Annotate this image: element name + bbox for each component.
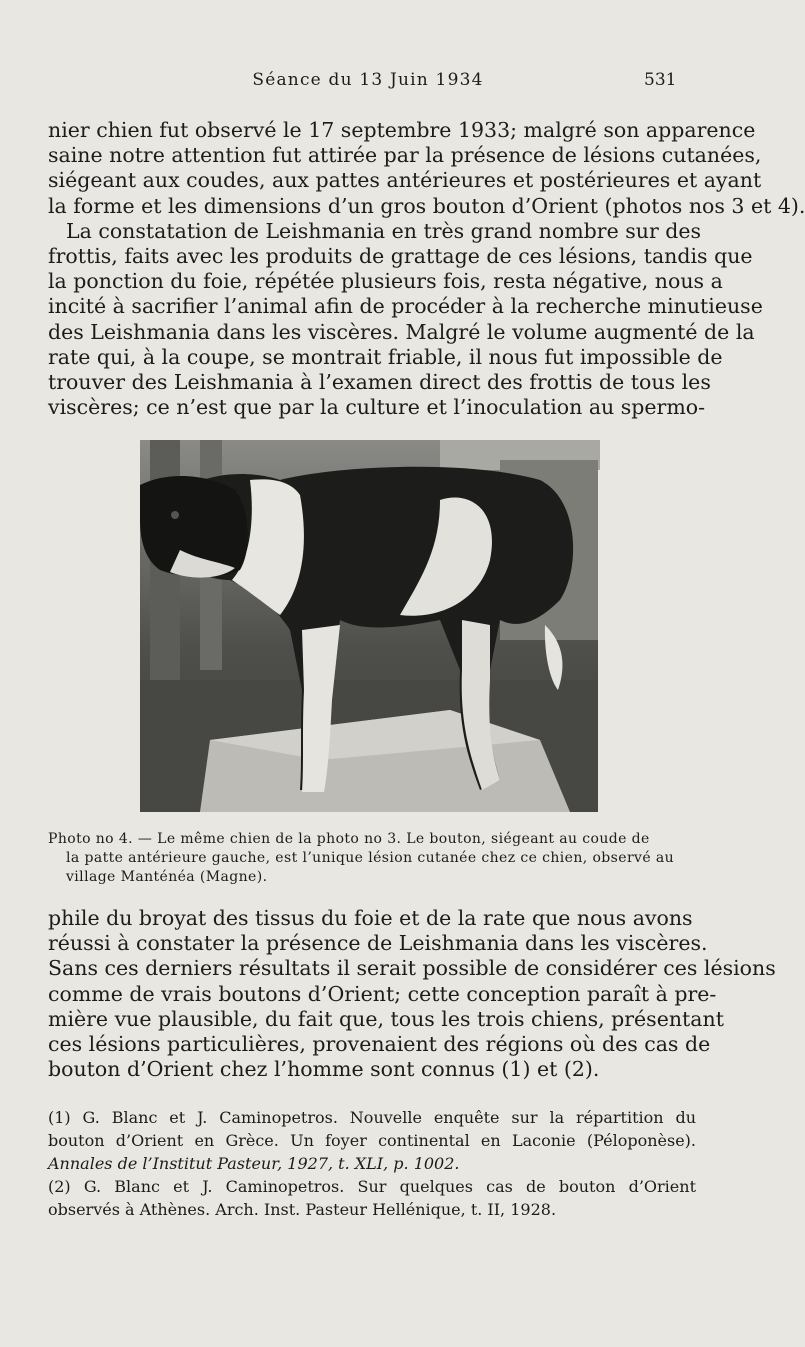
text-line: réussi à constater la présence de Leishmania dans les viscères. <box>48 931 708 956</box>
running-head: Séance du 13 Juin 1934 <box>252 70 484 90</box>
dog-photo-illustration <box>140 440 598 812</box>
text-line: siégeant aux coudes, aux pattes antérieures et postérieures et ayant <box>48 168 762 193</box>
footnote-line: bouton d’Orient en Grèce. Un foyer continental en Laconie (Péloponèse). <box>48 1131 696 1150</box>
footnote-line: (1) G. Blanc et J. Caminopetros. Nouvelle enquête sur la répartition du <box>48 1108 696 1127</box>
footnote-line: (2) G. Blanc et J. Caminopetros. Sur quelques cas de bouton d’Orient <box>48 1177 696 1196</box>
text-line: La constatation de Leishmania en très grand nombre sur des <box>66 218 702 243</box>
text-line: saine notre attention fut attirée par la présence de lésions cutanées, <box>48 143 762 168</box>
text-line: comme de vrais boutons d’Orient; cette conception paraît à pre- <box>48 981 717 1006</box>
paragraph-bottom <box>48 906 776 1082</box>
footnote-line: Annales de l’Institut Pasteur, 1927, t. XLI, p. 1002. <box>48 1154 460 1173</box>
text-line: des Leishmania dans les viscères. Malgré le volume augmenté de la <box>48 319 755 344</box>
text-line: la ponction du foie, répétée plusieurs fois, resta négative, nous a <box>48 269 723 294</box>
text-line: ces lésions particulières, provenaient des régions où des cas de <box>48 1031 711 1056</box>
caption-line: Photo no 4. — Le même chien de la photo no 3. Le bouton, siégeant au coude de <box>48 831 650 847</box>
figure-caption <box>48 830 696 887</box>
text-line: trouver des Leishmania à l’examen direct des frottis de tous les <box>48 369 711 394</box>
text-line: viscères; ce n’est que par la culture et l’inoculation au spermo- <box>48 395 706 420</box>
text-line: frottis, faits avec les produits de grattage de ces lésions, tandis que <box>48 243 753 268</box>
text-line: mière vue plausible, du fait que, tous les trois chiens, présentant <box>48 1006 724 1031</box>
paragraph-top <box>48 118 805 420</box>
text-line: rate qui, à la coupe, se montrait friable, il nous fut impossible de <box>48 344 723 369</box>
text-line: phile du broyat des tissus du foie et de la rate que nous avons <box>48 906 693 930</box>
footnote-line: observés à Athènes. Arch. Inst. Pasteur Hellénique, t. II, 1928. <box>48 1200 557 1219</box>
dog-photograph <box>140 440 598 812</box>
text-line: nier chien fut observé le 17 septembre 1933; malgré son apparence <box>48 118 756 142</box>
text-line: la forme et les dimensions d’un gros bouton d’Orient (photos nos 3 et 4). <box>48 193 805 218</box>
caption-line: la patte antérieure gauche, est l’unique lésion cutanée chez ce chien, observé au <box>66 850 675 866</box>
page-number: 531 <box>644 70 677 90</box>
caption-line: village Manténéa (Magne). <box>66 869 268 885</box>
footnotes <box>48 1106 696 1221</box>
text-line: bouton d’Orient chez l’homme sont connus (1) et (2). <box>48 1057 600 1082</box>
text-line: Sans ces derniers résultats il serait possible de considérer ces lésions <box>48 956 776 981</box>
text-line: incité à sacrifier l’animal afin de procéder à la recherche minutieuse <box>48 294 763 319</box>
